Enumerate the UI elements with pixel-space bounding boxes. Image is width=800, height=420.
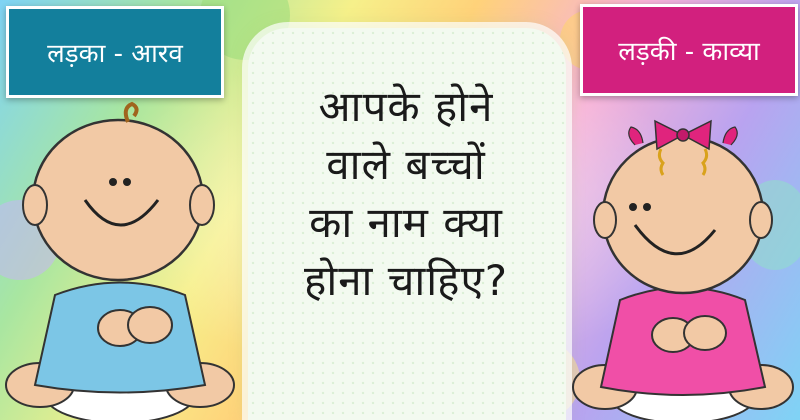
baby-girl-icon: [565, 115, 800, 420]
question-line-1: आपके होने: [318, 82, 494, 131]
baby-boy-icon: [0, 100, 240, 420]
girl-name-text: लड़की - काव्या: [618, 37, 760, 67]
girl-name-label: [580, 4, 798, 96]
question-line-3: का नाम क्या: [309, 198, 503, 247]
boy-name-text: लड़का - आरव: [47, 39, 183, 69]
question-text: [256, 78, 556, 310]
question-line-4: होना चाहिए?: [304, 256, 508, 305]
boy-name-label: [6, 6, 224, 98]
question-line-2: वाले बच्चों: [326, 140, 486, 189]
